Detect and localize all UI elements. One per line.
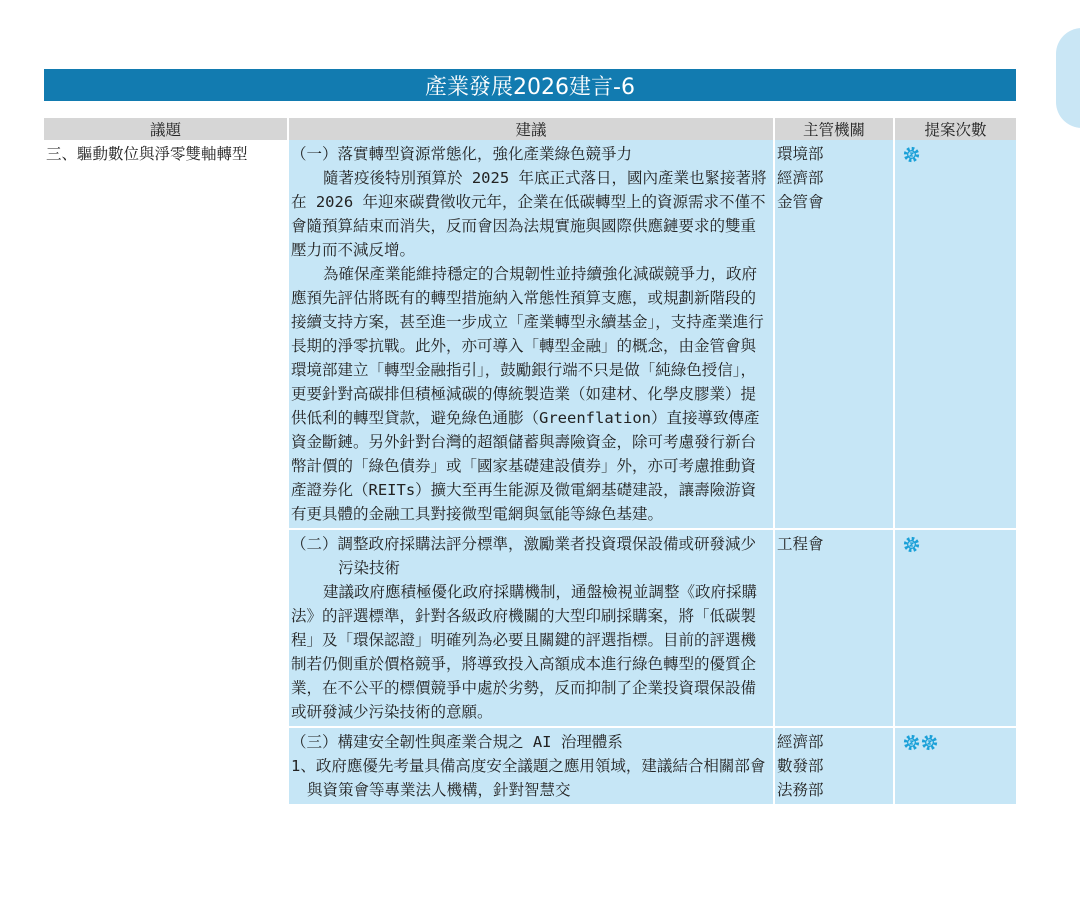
proposal-table <box>44 118 1016 804</box>
agency-list: 工程會 <box>777 535 824 553</box>
issue-text: 三、驅動數位與淨零雙軸轉型 <box>46 145 248 163</box>
agency-cell <box>774 140 894 529</box>
column-header-suggestion: 建議 <box>288 118 774 140</box>
agency-cell <box>774 529 894 727</box>
page-title: 產業發展2026建言-6 <box>44 69 1016 101</box>
count-cell <box>894 140 1016 529</box>
table-header-row <box>44 118 1016 140</box>
count-cell <box>894 529 1016 727</box>
agency-list: 環境部 經濟部 金管會 <box>777 145 824 211</box>
table-row <box>44 140 1016 529</box>
suggestion-cell <box>288 727 774 804</box>
suggestion-cell <box>288 140 774 529</box>
suggestion-heading: （二）調整政府採購法評分標準，激勵業者投資環保設備或研發減少污染技術 <box>291 535 757 577</box>
suggestion-item: 1、政府應優先考量具備高度安全議題之應用領域，建議結合相關部會與資策會等專業法人機構，針對智慧交 <box>291 757 766 799</box>
suggestion-paragraph: 為確保產業能維持穩定的合規韌性並持續強化減碳競爭力，政府應預先評估將既有的轉型措施納入常態性預算支應，或規劃新階段的接續支持方案，甚至進一步成立「產業轉型永續基金」，支持產業進行長期的淨零抗戰。此外，亦可導入「轉型金融」的概念，由金管會與環境部建立「轉型金融指引」，鼓勵銀行端不只是做「純綠色授信」，更要針對高碳排但積極減碳的傳統製造業（如建材、化學皮膠業）提供低利的轉型貸款，避免綠色通膨（Greenflation）直接導致傳產資金斷鏈。另外針對台灣的超額儲蓄與壽險資金，除可考慮發行新台幣計價的「綠色債券」或「國家基礎建設債券」外，亦可考慮推動資產證券化（REITs）擴大至再生能源及微電網基礎建設，讓壽險游資有更具體的金融工具對接微型電網與氫能等綠色基建。 <box>291 265 764 523</box>
agency-cell <box>774 727 894 804</box>
side-decoration <box>1056 28 1080 128</box>
suggestion-paragraph: 建議政府應積極優化政府採購機制，通盤檢視並調整《政府採購法》的評選標準，針對各級政府機關的大型印刷採購案，將「低碳製程」及「環保認證」明確列為必要且關鍵的評選指標。目前的評選機制若仍側重於價格競爭，將導致投入高額成本進行綠色轉型的優質企業，在不公平的標價競爭中處於劣勢，反而抑制了企業投資環保設備或研發減少污染技術的意願。 <box>291 583 758 721</box>
suggestion-heading: （三）構建安全韌性與產業合規之 AI 治理體系 <box>291 733 623 751</box>
suggestion-paragraph: 隨著疫後特別預算於 2025 年底正式落日，國內產業也緊接著將在 2026 年迎來碳費徵收元年，企業在低碳轉型上的資源需求不僅不會隨預算結束而消失，反而會因為法規實施與國際供應鏈要求的雙重壓力而不減反增。 <box>291 169 767 259</box>
column-header-agency: 主管機關 <box>774 118 894 140</box>
suggestion-cell <box>288 529 774 727</box>
column-header-issue: 議題 <box>44 118 288 140</box>
gear-icon <box>903 734 920 751</box>
gear-icon <box>903 536 920 553</box>
suggestion-heading: （一）落實轉型資源常態化，強化產業綠色競爭力 <box>291 145 633 163</box>
agency-list: 經濟部 數發部 法務部 <box>777 733 824 799</box>
count-cell <box>894 727 1016 804</box>
gear-icon <box>903 146 920 163</box>
issue-cell <box>44 140 288 804</box>
column-header-count: 提案次數 <box>894 118 1016 140</box>
gear-icon <box>921 734 938 751</box>
